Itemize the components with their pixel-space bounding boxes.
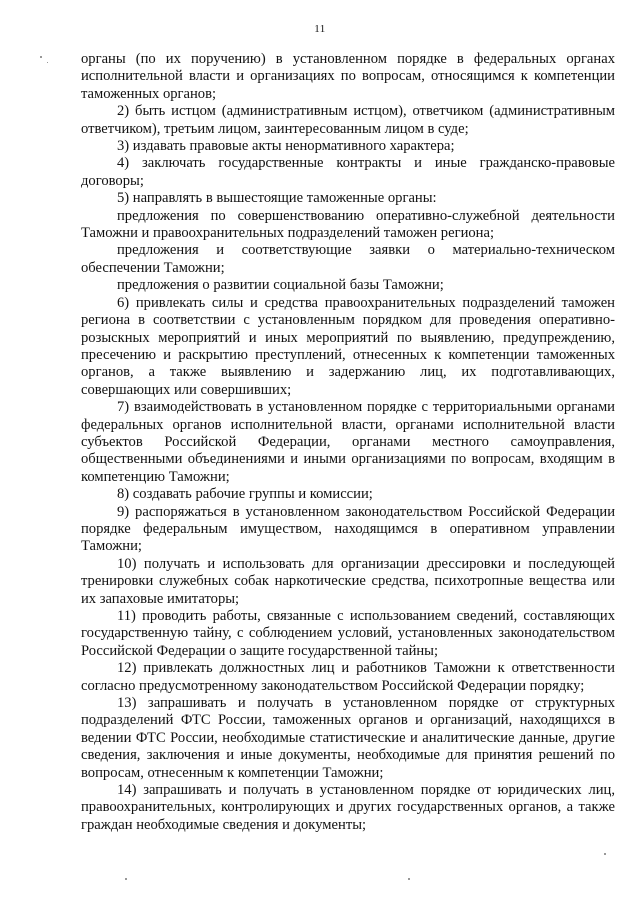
paragraph-item-7: 7) взаимодействовать в установленном порядке с территориальными органами федеральных органов исполнительной власти, органами исполнительной власти субъектов Российской Федерации, органами местного самоуправления, общественными объединениями и иными организациями по вопросам, входящим в компетенцию Таможни; bbox=[81, 399, 615, 485]
paragraph-item-13: 13) запрашивать и получать в установленном порядке от структурных подразделений ФТС России, таможенных органов и организаций, находящихся в ведении ФТС России, необходимые статистические и аналитические данные, другие сведения, заключения и иные документы, необходимые для принятия решений по вопросам, отнесенным к компетенции Таможни; bbox=[81, 695, 615, 781]
document-body bbox=[81, 51, 615, 834]
paragraph-item-5: 5) направлять в вышестоящие таможенные органы: bbox=[117, 190, 437, 207]
paragraph-subitem-5b: предложения и соответствующие заявки о материально-техническом обеспечении Таможни; bbox=[81, 242, 615, 276]
paragraph-item-4: 4) заключать государственные контракты и иные гражданско-правовые договоры; bbox=[81, 155, 615, 189]
scan-speck bbox=[408, 878, 410, 880]
paragraph-item-12: 12) привлекать должностных лиц и работников Таможни к ответственности согласно предусмотренному законодательством Российской Федерации порядку; bbox=[81, 660, 615, 694]
paragraph-continuation: органы (по их поручению) в установленном порядке в федеральных органах исполнительной власти и организациях по вопросам, относящимся к компетенции таможенных органов; bbox=[81, 51, 615, 102]
paragraph-item-6: 6) привлекать силы и средства правоохранительных подразделений таможен региона в соответствии с установленным порядком для проведения оперативно-розыскных мероприятий и иных мероприятий по выявлению, предупреждению, пресечению и раскрытию преступлений, отнесенных к компетенции таможенных органов, а также выявлению и задержанию лиц, их подготавливающих, совершающих или совершивших; bbox=[81, 294, 615, 398]
paragraph-subitem-5c: предложения о развитии социальной базы Таможни; bbox=[117, 277, 444, 294]
paragraph-item-3: 3) издавать правовые акты ненормативного характера; bbox=[117, 138, 455, 155]
scan-speck bbox=[47, 62, 48, 63]
scan-speck bbox=[604, 853, 606, 855]
paragraph-item-10: 10) получать и использовать для организации дрессировки и последующей тренировки служебных собак наркотические средства, психотропные вещества или их запаховые имитаторы; bbox=[81, 555, 615, 607]
paragraph-item-8: 8) создавать рабочие группы и комиссии; bbox=[117, 486, 373, 503]
paragraph-item-14: 14) запрашивать и получать в установленном порядке от юридических лиц, правоохранительных, контролирующих и других государственных органов, а также граждан необходимые сведения и документы; bbox=[81, 782, 615, 833]
page-number: 11 bbox=[314, 23, 326, 35]
paragraph-item-2: 2) быть истцом (административным истцом), ответчиком (административным ответчиком), третьим лицом, заинтересованным лицом в суде; bbox=[81, 103, 615, 137]
paragraph-item-11: 11) проводить работы, связанные с использованием сведений, составляющих государственную тайну, с соблюдением условий, установленных законодательством Российской Федерации о защите государственной тайны; bbox=[81, 608, 615, 659]
scan-speck bbox=[40, 56, 42, 58]
paragraph-item-9: 9) распоряжаться в установленном законодательством Российской Федерации порядке федеральным имуществом, находящимся в оперативном управлении Таможни; bbox=[81, 503, 615, 555]
scan-speck bbox=[125, 878, 127, 880]
paragraph-subitem-5a: предложения по совершенствованию оперативно-служебной деятельности Таможни и правоохранительных подразделений таможен региона; bbox=[81, 207, 615, 242]
